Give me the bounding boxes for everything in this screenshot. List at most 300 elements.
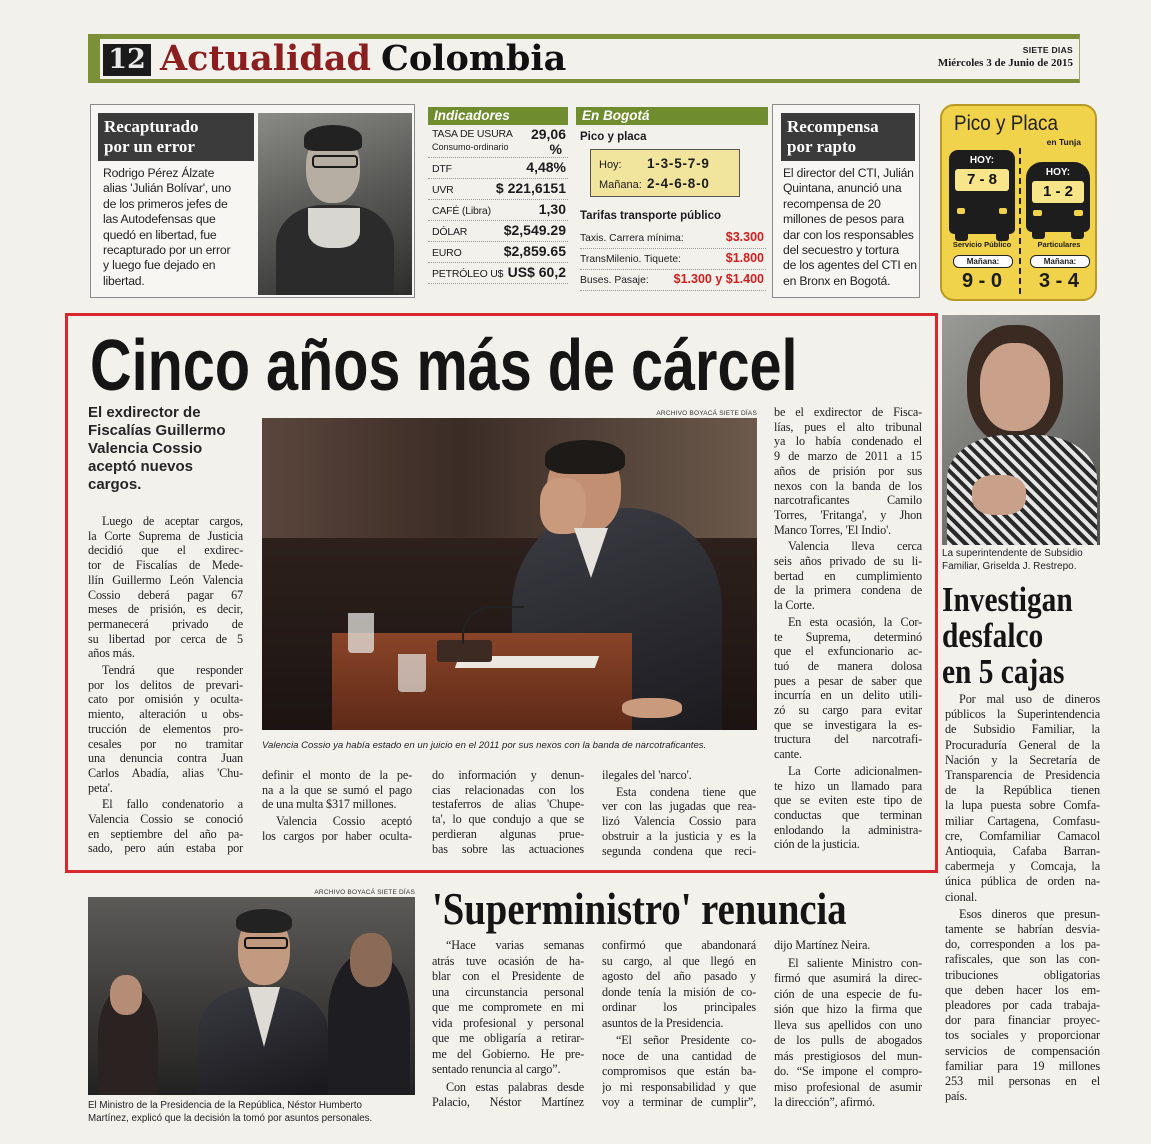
text-line: meses de prisión, es decir, [88,602,243,617]
text-line: ver con las jugadas que rea- [602,799,756,814]
face-shape [350,933,392,987]
text-line: “El señor Presidente co- [616,1033,756,1047]
water-glass [398,654,426,692]
text-line: su libertad por cerca de 5 [88,631,243,646]
text-line: única pública de orden na- [945,874,1100,889]
text-line: rafiscales, que son las con- [945,952,1100,967]
text-line: tor de Fiscalías de Mede- [88,558,243,573]
fare-row [580,271,766,291]
paragraph [432,938,584,1078]
side-headline [942,582,1073,690]
second-photo-credit: ARCHIVO BOYACÁ SIETE DÍAS [314,889,415,896]
text-line: pues a pesar de saber que [774,673,922,688]
fare-value: $1.300 y $1.400 [673,272,764,286]
headline-line: en 5 cajas [942,652,1065,691]
text-line: de la República tienen [945,783,1100,798]
text-line: una circunstancia personal [432,984,584,999]
tomorrow-label: Mañana: [953,255,1013,268]
text-line: Antioquia, Cafaba Barran- [945,844,1100,859]
indicator-value: 4,48% [526,159,566,175]
text-line: pleadores por cada trabaja- [945,998,1100,1013]
pico-placa-label: Pico y placa [580,131,647,143]
paragraph [783,166,919,289]
indicator-value: $2,549.29 [503,222,566,238]
water-glass [348,613,374,653]
bus-icon [949,150,1015,234]
text-line: que deben hacer los em- [945,982,1100,997]
paragraph [88,404,248,494]
text-line: lleva sus apellidos con uno [774,1017,922,1032]
text-line: de una multa $317 millones. [262,797,397,812]
text-line: Valencia Cossio [88,440,203,457]
text-line: la Corte. [774,598,815,613]
text-line: obstruir a la justicia y es la [602,828,756,843]
text-line: familiar para 19 millones [945,1058,1100,1073]
indicator-value: 29,06 [530,126,566,142]
text-line: enlodando la administra- [774,822,922,837]
caption-line: Martínez, explicó que la decisión la tomó por asuntos personales. [88,1113,373,1124]
public-today-value: 7 - 8 [955,169,1009,191]
fare-label: Taxis. Carrera mínima: [580,233,684,244]
pico-today-row [599,155,710,173]
paragraph [88,797,243,856]
paragraph [774,938,922,954]
bus-headlight [957,208,965,214]
brief-reward-title [781,113,915,161]
text-line: miso profesional de asumir [774,1079,922,1094]
text-line: Palacio, Néstor Martínez [432,1095,584,1109]
car-headlight [1033,210,1042,216]
indicator-label: UVR [432,184,454,196]
tomorrow-label: Mañana: [1030,255,1090,268]
paragraph [945,907,1100,1105]
text-line: Carlos Abadía, alias 'Chu- [88,765,243,780]
text-line: me del Gobierno. He pre- [432,1046,584,1061]
brief-recapture-title [98,113,254,161]
collar-shape [308,208,360,248]
title-line: por un error [104,137,195,156]
text-line: do información y denun- [432,768,584,782]
text-line: Cossio deberá pagar 67 [88,587,243,602]
text-line: sado, pero aún estaba por [88,841,243,856]
text-line: La Corte adicionalmen- [788,763,922,778]
pico-tomorrow-value: 2-4-6-8-0 [647,176,710,191]
text-line: que el exfuncionario ac- [774,644,922,659]
text-line: servicios de compensación [945,1043,1100,1058]
text-line: millones de pesos para [783,212,904,227]
photo-valencia-cossio [262,418,757,730]
text-line: firmó que asumirá la direc- [774,971,922,985]
paragraph [602,938,756,1031]
text-line: quedó en libertad, fue [103,227,217,242]
text-line: Nación y la Secretaría de [945,752,1100,767]
text-line: libertad. [103,273,145,288]
indicator-row [428,263,568,284]
bogota-header: En Bogotá [576,107,768,125]
indicator-row [428,179,568,200]
text-line: país. [945,1089,968,1104]
text-line: El saliente Ministro con- [788,955,922,970]
text-line: seis años privado de su li- [774,554,922,569]
lead-deck [88,404,248,499]
text-line: ción de la justicia. [774,837,860,852]
text-line: más prestigiosos del mun- [774,1048,922,1063]
text-line: Luego de aceptar cargos, [102,514,243,528]
indicator-value: $2,859.65 [503,243,566,259]
text-line: do, corresponden a los pa- [945,937,1100,952]
text-line: Procuraduría General de la [945,737,1100,752]
text-line: que se eviten este tipo de [774,793,922,808]
text-line: voy a terminar de cumplir”, [602,1095,756,1109]
second-headline: 'Superministro' renuncia [432,884,847,934]
text-line: nexos con la banda de los [774,478,922,493]
text-line: de los primeros jefes de [103,196,228,211]
text-line: atrás tuve ocasión de ha- [432,953,584,968]
pico-placa-box [590,149,740,197]
text-line: ilegales del 'narco'. [602,768,692,782]
fare-value: $1.800 [725,251,764,265]
lead-column-1 [88,514,243,864]
indicator-label: DÓLAR [432,226,468,238]
fares-title: Tarifas transporte público [580,210,722,222]
face-shape [980,343,1050,431]
paragraph [88,514,243,661]
lead-headline: Cinco años más de cárcel [90,326,798,406]
page-number: 12 [103,44,151,76]
text-line: públicos la Superintendencia [945,707,1100,722]
text-line: zó su cargo para evitar [774,703,922,718]
wheel [1071,228,1084,239]
indicator-row [428,125,568,158]
text-line: 9 de marzo de 2011 a 15 [774,449,922,464]
text-line: do. “Se impone el compro- [774,1064,922,1078]
text-line: Manco Torres, 'El Indio'. [774,522,892,537]
text-line: agosto del año pasado y [602,969,756,983]
text-line: lizó Valencia Cossio para [602,814,756,829]
fare-label: TransMilenio. Tiquete: [580,254,681,265]
indicator-row [428,158,568,179]
text-line: Valencia lleva cerca [788,539,922,554]
text-line: tos sociales y proporcionar [945,1028,1100,1043]
text-line: na a la que se sumó el pago [262,782,412,797]
glasses-shape [244,937,288,949]
brief-reward-body [783,166,919,292]
indicators-header: Indicadores [428,107,568,125]
text-line: alias 'Julián Bolívar', uno [103,181,231,196]
text-line: en Bronx en Bogotá. [783,273,891,288]
hand-shape [972,475,1026,515]
text-line: años más. [88,646,135,661]
paragraph [432,768,584,856]
fare-row [580,250,766,270]
indicator-label: EURO [432,247,462,259]
text-line: tuó de manera dolosa [774,658,922,673]
text-line: be el exdirector de Fisca- [774,405,922,419]
text-line: Rodrigo Pérez Álzate [103,166,215,180]
man-hair [545,440,625,474]
text-line: la Corte Suprema de Justicia [88,528,243,543]
text-line: te hizo un llamado para [774,778,922,793]
public-service-label: Servicio Público [952,240,1012,249]
text-line: sentado renuncia al cargo”. [432,1062,561,1076]
minister-hair [236,909,292,933]
man-hand [622,698,682,718]
public-tomorrow-value: 9 - 0 [961,270,1003,292]
text-line: en septiembre del año pa- [88,826,243,841]
text-line: dijo Martínez Neira. [774,938,871,952]
paragraph [602,1033,756,1111]
indicator-row [428,200,568,221]
text-line: ya lo había condenado el [774,434,922,449]
section-name: Actualidad [160,38,371,79]
photo-rodrigo-perez [258,113,412,295]
background-light [262,418,757,538]
text-line: segunda condena que reci- [602,843,756,858]
text-line: los cargos por haber oculta- [262,828,412,843]
text-line: Con estas palabras desde [446,1079,584,1094]
paragraph [262,768,412,812]
lead-column-3 [432,768,584,860]
pico-tomorrow-row [599,175,710,193]
text-line: que me compromete en mi [432,1000,584,1014]
text-line: ción de una especie de fu- [774,986,922,1001]
face-shape [110,975,142,1015]
paragraph [774,956,922,1111]
fare-row [580,229,766,249]
pico-placa-tunja-graphic [940,104,1097,301]
caption-line: La superintendente de Subsidio [942,548,1083,559]
headline-line: Investigan [942,580,1073,619]
pico-today-label: Hoy: [599,159,622,171]
text-line: Esos dineros que presun- [959,906,1100,921]
text-line: recapturado por un error [103,243,231,258]
text-line: El director del CTI, Julián [783,166,914,180]
text-line: cre, Comfamiliar Camacol [945,828,1100,843]
paragraph [602,768,756,783]
pico-graphic-title: Pico y Placa [954,112,1059,135]
paragraph [262,814,412,843]
text-line: las Autodefensas que [103,212,216,227]
text-line: bas sobre las actuaciones [432,841,584,856]
hair-shape [304,125,362,151]
section-title [160,39,566,79]
text-line: cional. [945,889,978,904]
indicator-label: TASA DE USURA [432,128,513,140]
indicators-table [428,107,568,293]
caption-line: El Ministro de la Presidencia de la República, Néstor Humberto [88,1100,362,1111]
text-line: jo mi responsabilidad y que [602,1079,756,1094]
text-line: que me obligaría a retirar- [432,1031,584,1045]
text-line: Fiscalías Guillermo [88,422,226,439]
side-body [945,692,1100,1112]
text-line: cargos. [88,476,142,493]
text-line: una denuncia contra Juan [88,751,243,766]
microphone-stem [462,606,524,644]
indicator-value: $ 221,6151 [495,180,566,196]
text-line: que se investigara la es- [774,717,922,732]
paragraph [774,405,922,537]
text-line: Esta condena tiene que [616,784,756,799]
lead-column-5 [774,405,922,861]
text-line: ordinar los principales [602,1000,756,1014]
text-line: de los agentes del CTI en [783,258,917,273]
text-line: llín Guillermo León Valencia [88,572,243,587]
private-label: Particulares [1037,240,1081,249]
indicator-row [428,221,568,242]
masthead [88,34,1080,83]
text-line: conductas que terminan [774,807,922,822]
wheel [1032,228,1045,239]
title-line: por rapto [787,137,857,156]
text-line: de la primera condena de [774,583,922,598]
text-line: Valencia Cossio se conoció [88,812,243,827]
pico-tomorrow-label: Mañana: [599,179,642,191]
paragraph [945,692,1100,905]
text-line: dor para financiar proyec- [945,1013,1100,1028]
text-line: miento, alteración u obs- [88,707,243,722]
text-line: noce de una cantidad de [602,1048,756,1063]
side-photo-caption [942,547,1102,573]
text-line: recompensa de 20 [783,196,881,211]
text-line: Tendrá que responder [102,663,243,678]
text-line: lías, pues el alto tribunal [774,419,922,434]
pico-today-value: 1-3-5-7-9 [647,156,710,171]
text-line: sión que hizo la firma que [774,1002,922,1016]
text-line: bertad en cumplimiento [774,568,922,583]
text-line: donde tenía la misión de co- [602,984,756,999]
indicator-row [428,242,568,263]
text-line: te Suprema, determinó [774,629,922,644]
text-line: por los delitos de prevari- [88,677,243,692]
glasses-shape [312,155,358,168]
text-line: En esta ocasión, la Cor- [788,614,922,629]
text-line: cesales por no tramitar [88,736,243,751]
text-line: de los pulls de abogados [774,1033,922,1047]
car-icon [1026,162,1090,232]
text-line: la lupa puesta sobre Comfa- [945,798,1100,813]
text-line: Torres, 'Fritanga', y Jhon [774,507,922,522]
paragraph [88,663,243,795]
text-line: perdieran algunas prue- [432,826,584,841]
text-line: Transparencia de Presidencia [945,768,1100,783]
text-line: Quintana, anunció una [783,181,902,196]
text-line: cato por omisión y oculta- [88,692,243,707]
indicator-value: 1,30 [538,201,566,217]
lead-photo-caption: Valencia Cossio ya había estado en un juicio en el 2011 por sus nexos con la banda de narcotraficantes. [262,740,707,751]
text-line: vida profesional y personal [432,1015,584,1030]
second-column-3 [774,938,922,1116]
private-today-value: 1 - 2 [1032,181,1084,203]
text-line: cante. [774,747,802,762]
private-tomorrow-value: 3 - 4 [1038,270,1080,292]
text-line: cias relacionadas con los [432,782,584,797]
text-line: años de prisión por sus [774,463,922,478]
fare-value: $3.300 [725,230,764,244]
title-line: Recapturado [104,117,199,136]
today-label: HOY: [969,155,995,166]
text-line: tribuciones obligatorias [945,967,1100,982]
photo-griselda-restrepo [942,315,1100,545]
text-line: y luego fue dejado en [103,258,216,273]
pico-graphic-city: en Tunja [1046,137,1081,147]
bogota-panel [576,107,768,293]
text-line: ta', lo que condujo a que se [432,812,584,827]
text-line: asuntos de la Presidencia. [602,1015,724,1030]
text-line: su cargo, al que llegó en [602,953,756,968]
text-line: El fallo condenatorio a [102,797,243,812]
text-line: “Hace varias semanas [446,938,584,952]
text-line: aceptó nuevos [88,458,194,475]
text-line: miliar Cartagena, Comfasu- [945,813,1100,828]
paragraph [103,166,255,289]
text-line: cabermeja y Comcaja, la [945,859,1100,874]
text-line: testaferros de alias 'Chupe- [432,797,584,812]
paragraph [432,1080,584,1111]
text-line: Valencia Cossio aceptó [276,814,412,829]
text-line: confirmó que abandonará [602,938,756,952]
second-column-1 [432,938,584,1116]
paragraph [602,785,756,859]
text-line: tructura del narcotrafi- [774,732,922,747]
bus-headlight [999,208,1007,214]
text-line: blar con el Presidente de [432,969,584,983]
text-line: definir el monto de la pe- [262,768,412,782]
headline-line: desfalco [942,616,1044,655]
text-line: decidió que el exdirec- [88,543,243,558]
text-line: 253 mil personas en el [945,1074,1100,1089]
text-line: narcotraficantes Camilo [774,493,922,508]
fare-label: Buses. Pasaje: [580,275,649,286]
text-line: de Subsidio Familiar, la [945,722,1100,737]
second-photo-caption [88,1099,423,1125]
lead-column-2 [262,768,412,860]
divider [1019,148,1021,294]
text-line: la dirección”, afirmó. [774,1095,875,1109]
title-line: Recompensa [787,117,879,136]
issue-date: Miércoles 3 de Junio de 2015 [937,57,1073,69]
text-line: dar con los responsables [783,227,914,242]
indicator-unit: % [549,141,562,157]
indicator-value: US$ 60,2 [507,264,566,280]
text-line: trucción de elementos pro- [88,721,243,736]
indicator-note: Consumo-ordinario [432,142,509,152]
lead-photo-credit: ARCHIVO BOYACÁ SIETE DÍAS [656,410,757,417]
indicator-label: CAFÉ (Libra) [432,205,491,217]
photo-nestor-martinez [88,897,415,1095]
today-label: HOY: [1045,167,1071,178]
newspaper-name: SIETE DIAS [1022,45,1073,55]
text-line: incurría en un delito utili- [774,688,922,703]
text-line: tamente se habrían desvia- [945,922,1100,937]
section-region: Colombia [380,38,567,79]
text-line: El exdirector de [88,404,201,421]
text-line: Por mal uso de dineros [959,692,1100,706]
paragraph [774,539,922,613]
indicator-label: PETRÓLEO U$ [432,268,504,280]
second-column-2 [602,938,756,1116]
text-line: del secuestro y tortura [783,243,899,258]
lead-column-4 [602,768,756,860]
text-line: peta'. [88,780,113,795]
brief-recapture-body [103,166,255,292]
paragraph [774,615,922,762]
text-line: permanecerá privado de [88,616,243,631]
text-line: compromisos que están ba- [602,1064,756,1078]
indicator-label: DTF [432,163,452,175]
paragraph [774,764,922,852]
man-hand [540,478,586,534]
caption-line: Familiar, Griselda J. Restrepo. [942,561,1077,572]
